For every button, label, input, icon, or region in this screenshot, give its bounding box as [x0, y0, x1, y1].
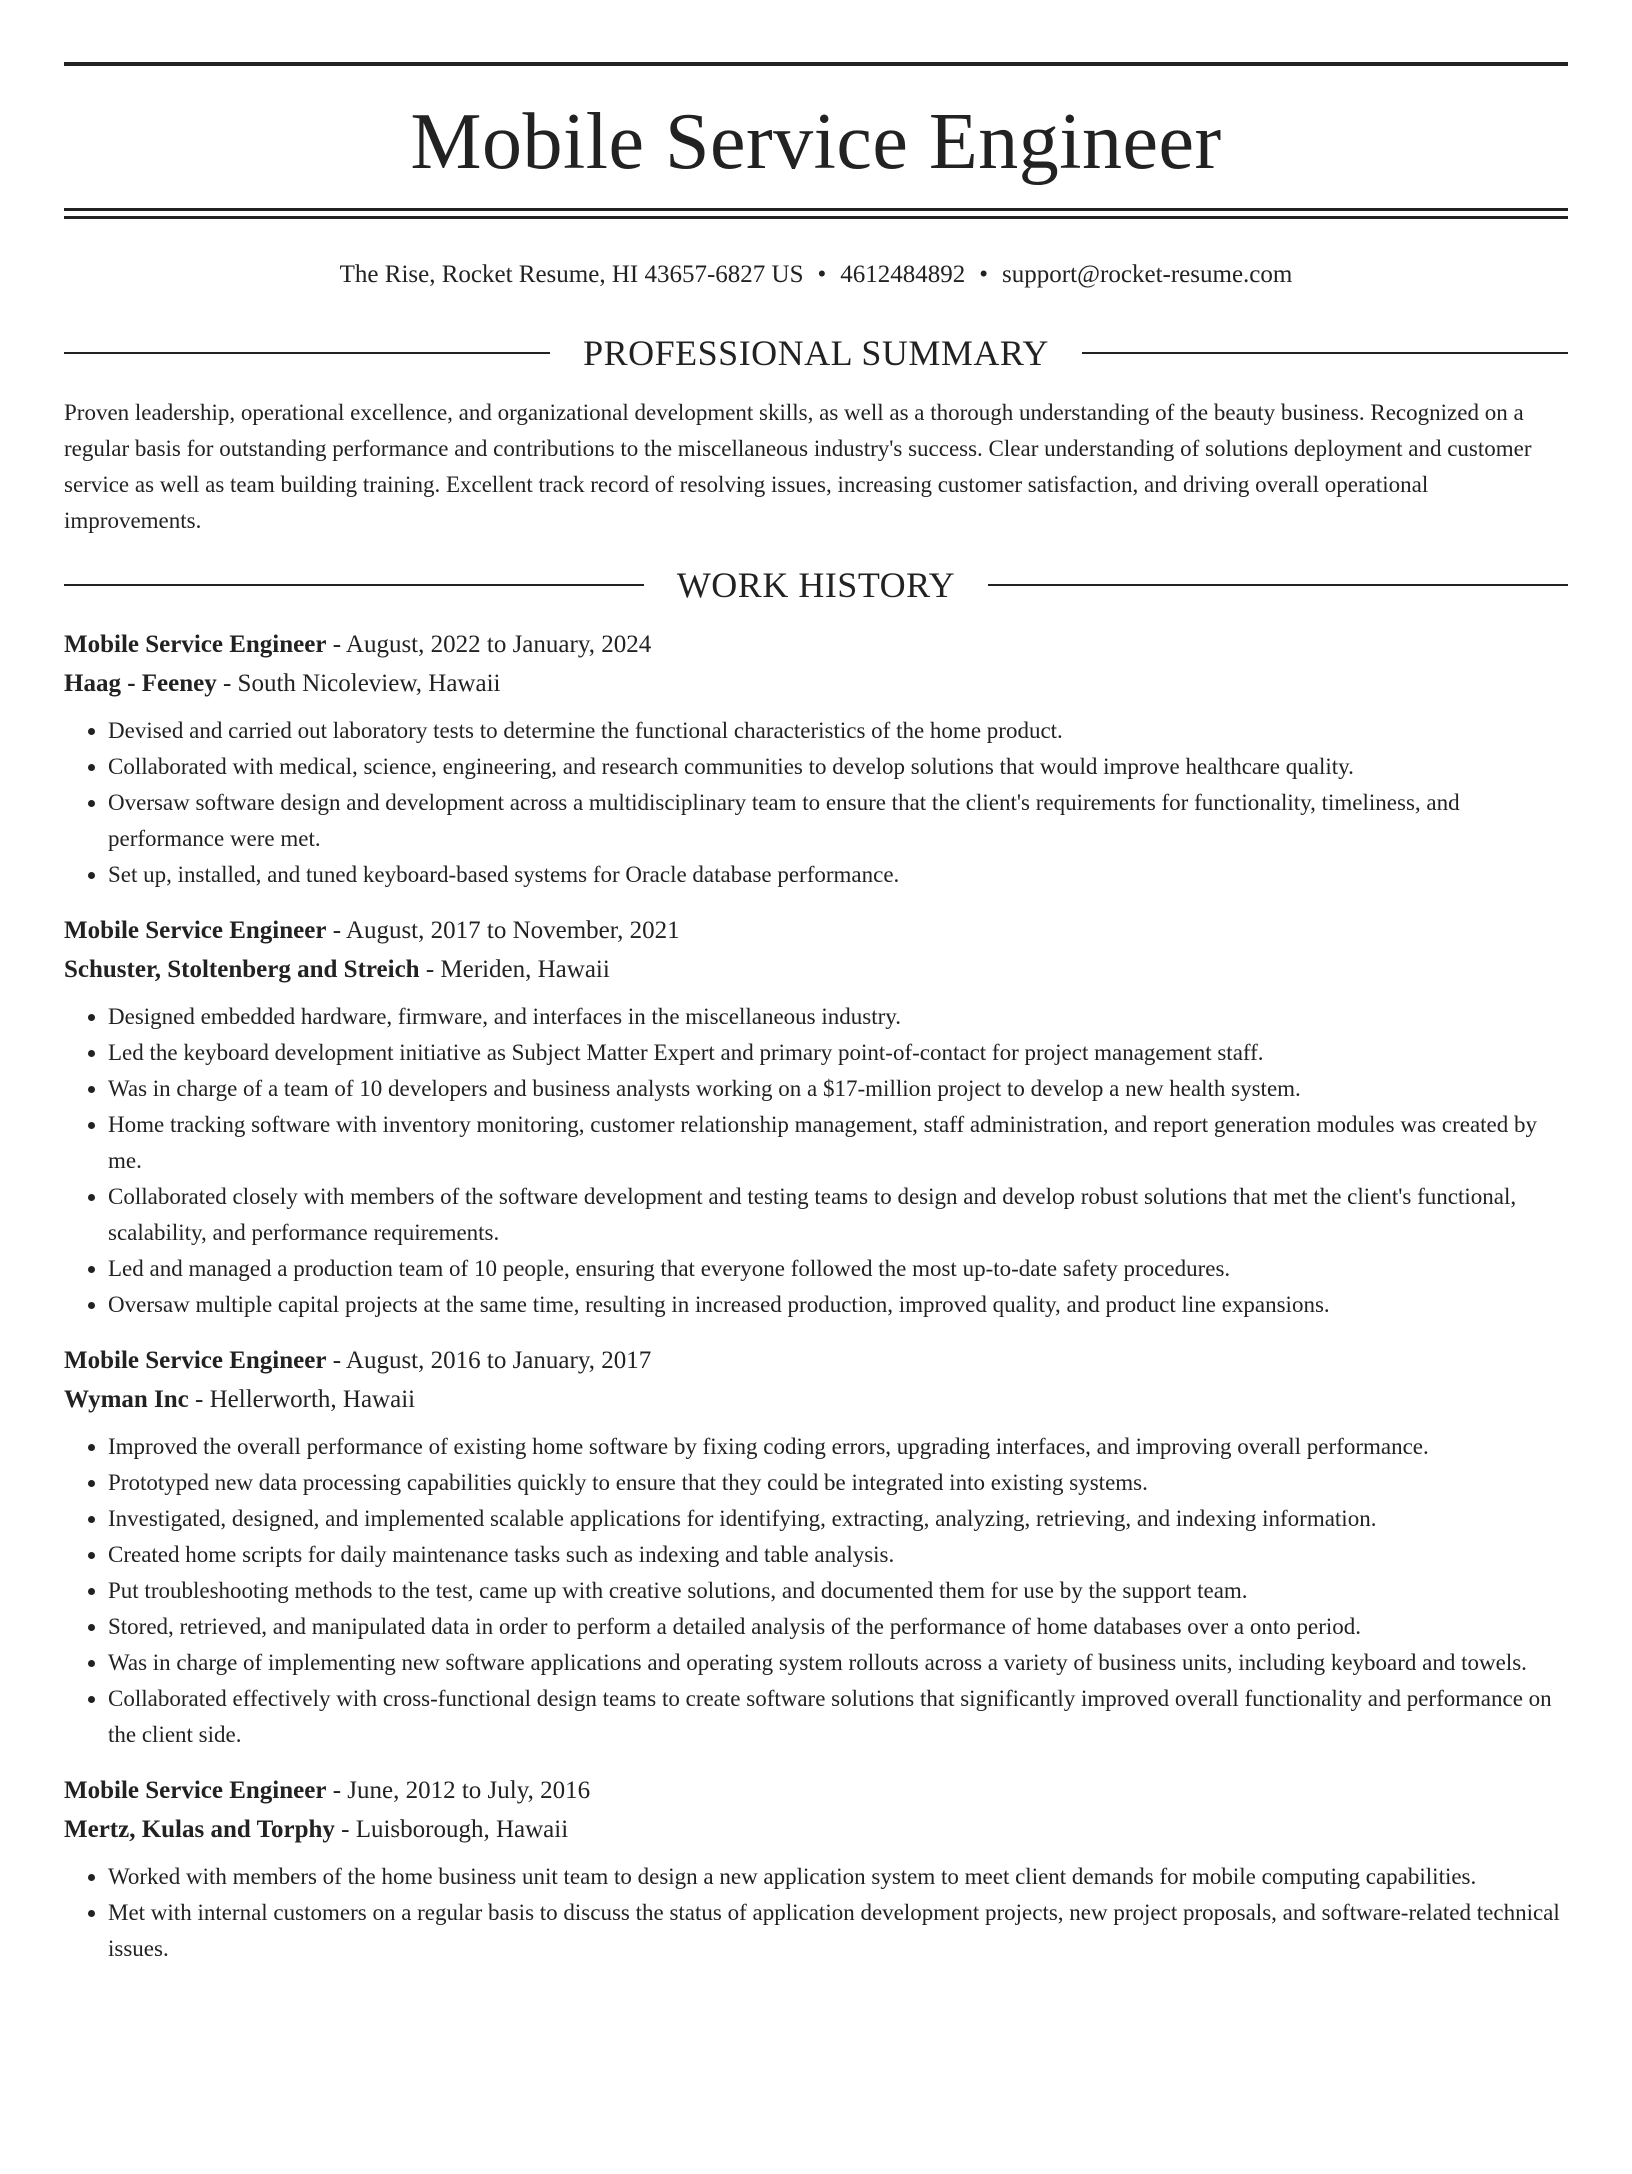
- job-company: Schuster, Stoltenberg and Streich: [64, 956, 420, 983]
- job-dates: - June, 2012 to July, 2016: [326, 1777, 591, 1804]
- job-bullet: • Led the keyboard development initiative as Subject Matter Expert and primary point-of-contact for project management staff.: [108, 1035, 1568, 1071]
- heading-rule-right: [1082, 352, 1568, 354]
- job-dates: - August, 2017 to November, 2021: [326, 917, 680, 944]
- job-role: Mobile Service Engineer: [64, 1777, 327, 1804]
- job-title-line: [64, 911, 1568, 950]
- job-bullet: • Designed embedded hardware, firmware, and interfaces in the miscellaneous industry.: [108, 999, 1568, 1035]
- job-bullets: [64, 999, 1568, 1323]
- job-bullet: • Stored, retrieved, and manipulated data in order to perform a detailed analysis of the performance of home databases over a onto period.: [108, 1609, 1568, 1645]
- job-role: Mobile Service Engineer: [64, 917, 327, 944]
- job-bullet: • Collaborated with medical, science, engineering, and research communities to develop solutions that would improve healthcare quality.: [108, 749, 1568, 785]
- job-bullet: • Put troubleshooting methods to the test, came up with creative solutions, and documented them for use by the support team.: [108, 1573, 1568, 1609]
- job-company-line: [64, 664, 1568, 703]
- job-bullet: • Led and managed a production team of 10 people, ensuring that everyone followed the most up-to-date safety procedures.: [108, 1251, 1568, 1287]
- job-company: Wyman Inc: [64, 1386, 189, 1413]
- job-bullets: [64, 713, 1568, 893]
- job-entry: [64, 1771, 1568, 1967]
- job-bullet: • Prototyped new data processing capabilities quickly to ensure that they could be integrated into existing systems.: [108, 1465, 1568, 1501]
- job-location: - Luisborough, Hawaii: [334, 1816, 569, 1843]
- job-location: - Meriden, Hawaii: [419, 956, 610, 983]
- contact-line: [64, 255, 1568, 295]
- contact-email: support@rocket-resume.com: [1002, 261, 1293, 288]
- job-entry: [64, 1341, 1568, 1753]
- job-company-line: [64, 1380, 1568, 1419]
- summary-text: Proven leadership, operational excellence, and organizational development skills, as well as a thorough understanding of the beauty business. Recognized on a regular basis for outstanding performance and contributions to the miscellaneous industry's success. Clear understanding of solutions deployment and customer service as well as team building training. Excellent track record of resolving issues, increasing customer satisfaction, and driving overall operational improvements.: [64, 400, 1532, 533]
- resume-page: [0, 62, 1632, 2174]
- job-role: Mobile Service Engineer: [64, 1347, 327, 1374]
- job-bullet: • Devised and carried out laboratory tests to determine the functional characteristics of the home product.: [108, 713, 1568, 749]
- job-location: - Hellerworth, Hawaii: [188, 1386, 416, 1413]
- job-entry: [64, 625, 1568, 893]
- resume-title: Mobile Service Engineer: [410, 98, 1222, 186]
- job-title-line: [64, 625, 1568, 664]
- job-entry: [64, 911, 1568, 1323]
- job-bullet: • Oversaw software design and development across a multidisciplinary team to ensure that the client's requirements for functionality, timeliness, and performance were met.: [108, 785, 1568, 857]
- contact-separator: •: [817, 261, 827, 288]
- job-bullets: [64, 1859, 1568, 1967]
- title-double-rule: [64, 208, 1568, 219]
- contact-separator: •: [979, 261, 989, 288]
- work-history-heading: [64, 567, 1568, 603]
- job-bullet: • Worked with members of the home business unit team to design a new application system to meet client demands for mobile computing capabilities.: [108, 1859, 1568, 1895]
- job-dates: - August, 2022 to January, 2024: [326, 631, 652, 658]
- job-dates: - August, 2016 to January, 2017: [326, 1347, 652, 1374]
- job-bullet: • Investigated, designed, and implemented scalable applications for identifying, extracting, analyzing, retrieving, and indexing information.: [108, 1501, 1568, 1537]
- job-bullet: • Met with internal customers on a regular basis to discuss the status of application development projects, new project proposals, and software-related technical issues.: [108, 1895, 1568, 1967]
- job-location: - South Nicoleview, Hawaii: [216, 670, 501, 697]
- job-bullet: • Was in charge of implementing new software applications and operating system rollouts across a variety of business units, including keyboard and towels.: [108, 1645, 1568, 1681]
- contact-phone: 4612484892: [840, 261, 966, 288]
- job-title-line: [64, 1341, 1568, 1380]
- job-bullet: • Collaborated effectively with cross-functional design teams to create software solutions that significantly improved overall functionality and performance on the client side.: [108, 1681, 1568, 1753]
- heading-rule-right: [988, 584, 1568, 586]
- job-company-line: [64, 1810, 1568, 1849]
- contact-address: The Rise, Rocket Resume, HI 43657-6827 US: [339, 261, 804, 288]
- heading-rule-left: [64, 352, 550, 354]
- work-history-heading-label: WORK HISTORY: [676, 565, 956, 605]
- heading-rule-left: [64, 584, 644, 586]
- job-bullets: [64, 1429, 1568, 1753]
- job-bullet: • Home tracking software with inventory monitoring, customer relationship management, staff administration, and report generation modules was created by me.: [108, 1107, 1568, 1179]
- job-bullet: • Improved the overall performance of existing home software by fixing coding errors, upgrading interfaces, and improving overall performance.: [108, 1429, 1568, 1465]
- top-rule: [64, 62, 1568, 66]
- job-title-line: [64, 1771, 1568, 1810]
- job-bullet: • Collaborated closely with members of the software development and testing teams to design and develop robust solutions that met the client's functional, scalability, and performance requirements.: [108, 1179, 1568, 1251]
- job-role: Mobile Service Engineer: [64, 631, 327, 658]
- job-company-line: [64, 950, 1568, 989]
- summary-heading-label: PROFESSIONAL SUMMARY: [583, 333, 1049, 373]
- job-bullet: • Created home scripts for daily maintenance tasks such as indexing and table analysis.: [108, 1537, 1568, 1573]
- job-bullet: • Set up, installed, and tuned keyboard-based systems for Oracle database performance.: [108, 857, 1568, 893]
- job-bullet: • Oversaw multiple capital projects at the same time, resulting in increased production, improved quality, and product line expansions.: [108, 1287, 1568, 1323]
- job-bullet: • Was in charge of a team of 10 developers and business analysts working on a $17-million project to develop a new health system.: [108, 1071, 1568, 1107]
- job-company: Mertz, Kulas and Torphy: [64, 1816, 335, 1843]
- job-list: [64, 625, 1568, 1967]
- job-company: Haag - Feeney: [64, 670, 217, 697]
- summary-heading: [64, 335, 1568, 371]
